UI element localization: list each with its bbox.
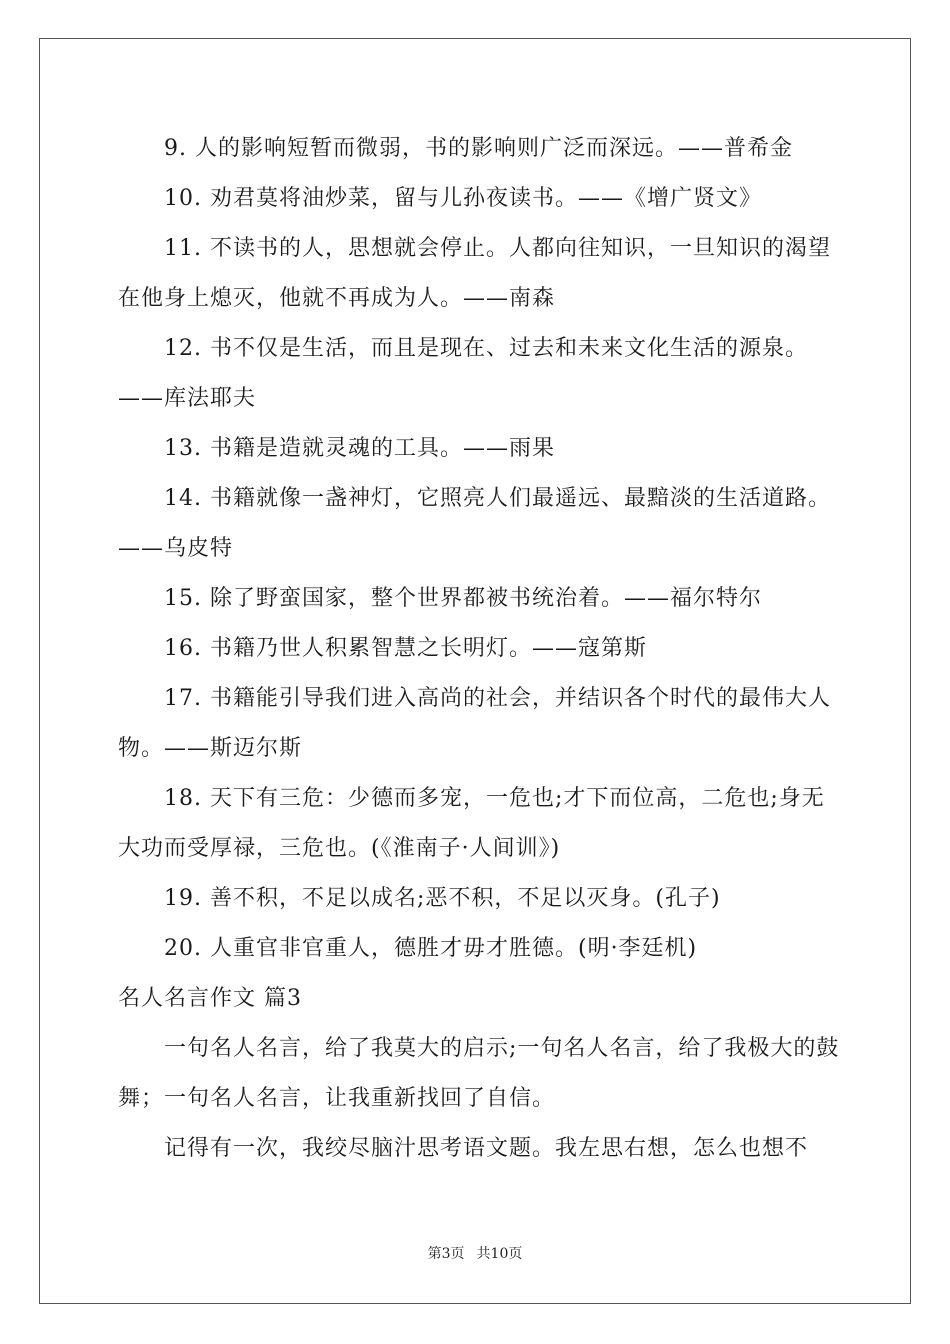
quote-paragraph: 17. 书籍能引导我们进入高尚的社会，并结识各个时代的最伟大人物。——斯迈尔斯 [118,686,831,761]
quote-paragraph: 19. 善不积，不足以成名;恶不积，不足以灭身。(孔子) [164,886,721,911]
quote-paragraph: 12. 书不仅是生活，而且是现在、过去和未来文化生活的源泉。——库法耶夫 [118,336,808,411]
section-heading: 名人名言作文 篇3 [118,986,302,1011]
page-footer [0,1244,950,1264]
essay-paragraph: 一句名人名言，给了我莫大的启示;一句名人名言，给了我极大的鼓舞；一句名人名言，让我重新找回了自信。 [118,1036,840,1111]
quote-paragraph: 10. 劝君莫将油炒菜，留与儿孙夜读书。——《增广贤文》 [164,186,762,211]
quote-paragraph: 16. 书籍乃世人积累智慧之长明灯。——寇第斯 [164,636,647,661]
quote-paragraph: 9. 人的影响短暂而微弱，书的影响则广泛而深远。——普希金 [164,136,793,161]
quote-paragraph: 18. 天下有三危：少德而多宠，一危也;才下而位高，二危也;身无大功而受厚禄，三危也。(《淮南子·人间训》) [118,786,825,861]
page-number: 第3页 [427,1246,465,1262]
quote-paragraph: 20. 人重官非官重人，德胜才毋才胜德。(明·李廷机) [164,936,698,961]
quote-paragraph: 11. 不读书的人，思想就会停止。人都向往知识，一旦知识的渴望在他身上熄灭，他就不再成为人。——南森 [118,236,831,311]
essay-paragraph: 记得有一次，我绞尽脑汁思考语文题。我左思右想，怎么也想不 [164,1136,809,1161]
quote-paragraph: 13. 书籍是造就灵魂的工具。——雨果 [164,436,555,461]
quote-paragraph: 15. 除了野蛮国家，整个世界都被书统治着。——福尔特尔 [164,586,762,611]
page-total: 共10页 [476,1246,523,1262]
quote-paragraph: 14. 书籍就像一盏神灯，它照亮人们最遥远、最黯淡的生活道路。——乌皮特 [118,486,831,561]
document-body [118,124,844,1174]
